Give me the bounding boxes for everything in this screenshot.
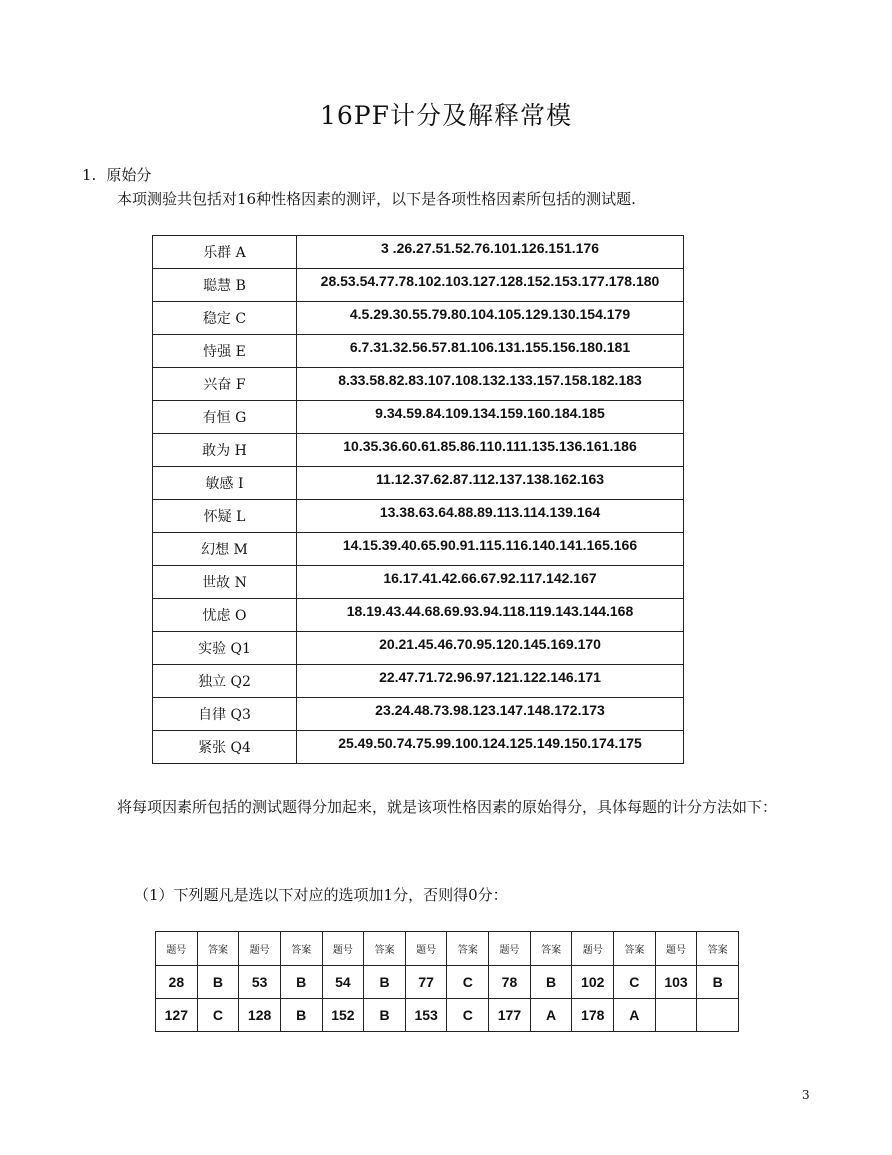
question-number-cell: 153 <box>405 999 447 1032</box>
factor-row <box>153 269 684 302</box>
factor-items: 10.35.36.60.61.85.86.110.111.135.136.161.186 <box>297 434 684 467</box>
question-number-cell: 103 <box>655 966 697 999</box>
scoring-rule-heading: （1）下列题凡是选以下对应的选项加1分，否则得0分： <box>134 886 508 904</box>
question-number-cell: 77 <box>405 966 447 999</box>
factor-row <box>153 368 684 401</box>
factor-row <box>153 533 684 566</box>
factor-row <box>153 401 684 434</box>
answer-header: 答案 <box>447 932 489 966</box>
question-number-cell: 78 <box>489 966 531 999</box>
answer-header: 答案 <box>280 932 322 966</box>
question-number-header: 题号 <box>405 932 447 966</box>
factor-items: 4.5.29.30.55.79.80.104.105.129.130.154.179 <box>297 302 684 335</box>
answer-cell: B <box>280 966 322 999</box>
answer-cell: A <box>530 999 572 1032</box>
factor-items: 18.19.43.44.68.69.93.94.118.119.143.144.168 <box>297 599 684 632</box>
section-title: 原始分 <box>106 166 152 184</box>
factor-name: 兴奋 F <box>153 368 297 401</box>
factor-row <box>153 632 684 665</box>
factor-name: 怀疑 L <box>153 500 297 533</box>
factor-items: 23.24.48.73.98.123.147.148.172.173 <box>297 698 684 731</box>
answer-header: 答案 <box>197 932 239 966</box>
question-number-header: 题号 <box>572 932 614 966</box>
page-number: 3 <box>802 1088 810 1102</box>
factor-name: 恃强 E <box>153 335 297 368</box>
factor-items: 20.21.45.46.70.95.120.145.169.170 <box>297 632 684 665</box>
factor-items: 28.53.54.77.78.102.103.127.128.152.153.177.178.180 <box>297 269 684 302</box>
question-number-header: 题号 <box>239 932 281 966</box>
answer-cell <box>697 999 739 1032</box>
factor-name: 敏感 I <box>153 467 297 500</box>
factor-row <box>153 236 684 269</box>
question-number-cell: 28 <box>156 966 198 999</box>
answer-cell: B <box>197 966 239 999</box>
section-heading <box>82 164 151 185</box>
factor-row <box>153 335 684 368</box>
factor-items-table <box>152 235 684 764</box>
question-number-cell: 128 <box>239 999 281 1032</box>
factor-name: 实验 Q1 <box>153 632 297 665</box>
factor-items: 13.38.63.64.88.89.113.114.139.164 <box>297 500 684 533</box>
factor-row <box>153 302 684 335</box>
question-number-header: 题号 <box>655 932 697 966</box>
factor-row <box>153 698 684 731</box>
factor-items: 25.49.50.74.75.99.100.124.125.149.150.174.175 <box>297 731 684 764</box>
page-title: 16PF计分及解释常模 <box>320 101 572 130</box>
question-number-header: 题号 <box>156 932 198 966</box>
factor-name: 敢为 H <box>153 434 297 467</box>
factor-row <box>153 731 684 764</box>
answer-cell: C <box>447 999 489 1032</box>
factor-row <box>153 434 684 467</box>
answer-cell: C <box>197 999 239 1032</box>
section-number: 1. <box>82 166 97 184</box>
question-number-cell: 53 <box>239 966 281 999</box>
factor-name: 聪慧 B <box>153 269 297 302</box>
answer-cell: B <box>697 966 739 999</box>
question-number-cell: 152 <box>322 999 364 1032</box>
factor-name: 乐群 A <box>153 236 297 269</box>
factor-name: 稳定 C <box>153 302 297 335</box>
answer-header: 答案 <box>530 932 572 966</box>
factor-name: 幻想 M <box>153 533 297 566</box>
answer-cell: C <box>447 966 489 999</box>
factor-items: 9.34.59.84.109.134.159.160.184.185 <box>297 401 684 434</box>
section-intro: 本项测验共包括对16种性格因素的测评，以下是各项性格因素所包括的测试题. <box>117 190 636 208</box>
factor-row <box>153 500 684 533</box>
question-number-cell: 102 <box>572 966 614 999</box>
answer-header: 答案 <box>697 932 739 966</box>
question-number-cell: 178 <box>572 999 614 1032</box>
factor-name: 世故 N <box>153 566 297 599</box>
answer-cell: B <box>530 966 572 999</box>
answer-cell: B <box>280 999 322 1032</box>
factor-items: 8.33.58.82.83.107.108.132.133.157.158.182.183 <box>297 368 684 401</box>
question-number-cell: 54 <box>322 966 364 999</box>
scoring-paragraph: 将每项因素所包括的测试题得分加起来，就是该项性格因素的原始得分，具体每题的计分方法如下： <box>117 798 778 816</box>
answer-header-row <box>156 932 739 966</box>
factor-row <box>153 467 684 500</box>
factor-items: 22.47.71.72.96.97.121.122.146.171 <box>297 665 684 698</box>
factor-row <box>153 566 684 599</box>
answer-cell: C <box>614 966 656 999</box>
question-number-header: 题号 <box>489 932 531 966</box>
factor-items: 14.15.39.40.65.90.91.115.116.140.141.165.166 <box>297 533 684 566</box>
question-number-cell: 177 <box>489 999 531 1032</box>
answer-header: 答案 <box>614 932 656 966</box>
factor-items: 11.12.37.62.87.112.137.138.162.163 <box>297 467 684 500</box>
answer-cell: B <box>364 999 406 1032</box>
factor-name: 紧张 Q4 <box>153 731 297 764</box>
answer-header: 答案 <box>364 932 406 966</box>
answer-cell: B <box>364 966 406 999</box>
factor-name: 独立 Q2 <box>153 665 297 698</box>
factor-row <box>153 665 684 698</box>
factor-name: 忧虑 O <box>153 599 297 632</box>
answer-cell: A <box>614 999 656 1032</box>
question-number-cell <box>655 999 697 1032</box>
answer-row <box>156 999 739 1032</box>
factor-items: 3 .26.27.51.52.76.101.126.151.176 <box>297 236 684 269</box>
factor-items: 16.17.41.42.66.67.92.117.142.167 <box>297 566 684 599</box>
factor-items: 6.7.31.32.56.57.81.106.131.155.156.180.181 <box>297 335 684 368</box>
question-number-header: 题号 <box>322 932 364 966</box>
factor-row <box>153 599 684 632</box>
answer-key-table <box>155 931 739 1032</box>
factor-name: 有恒 G <box>153 401 297 434</box>
answer-row <box>156 966 739 999</box>
question-number-cell: 127 <box>156 999 198 1032</box>
factor-name: 自律 Q3 <box>153 698 297 731</box>
